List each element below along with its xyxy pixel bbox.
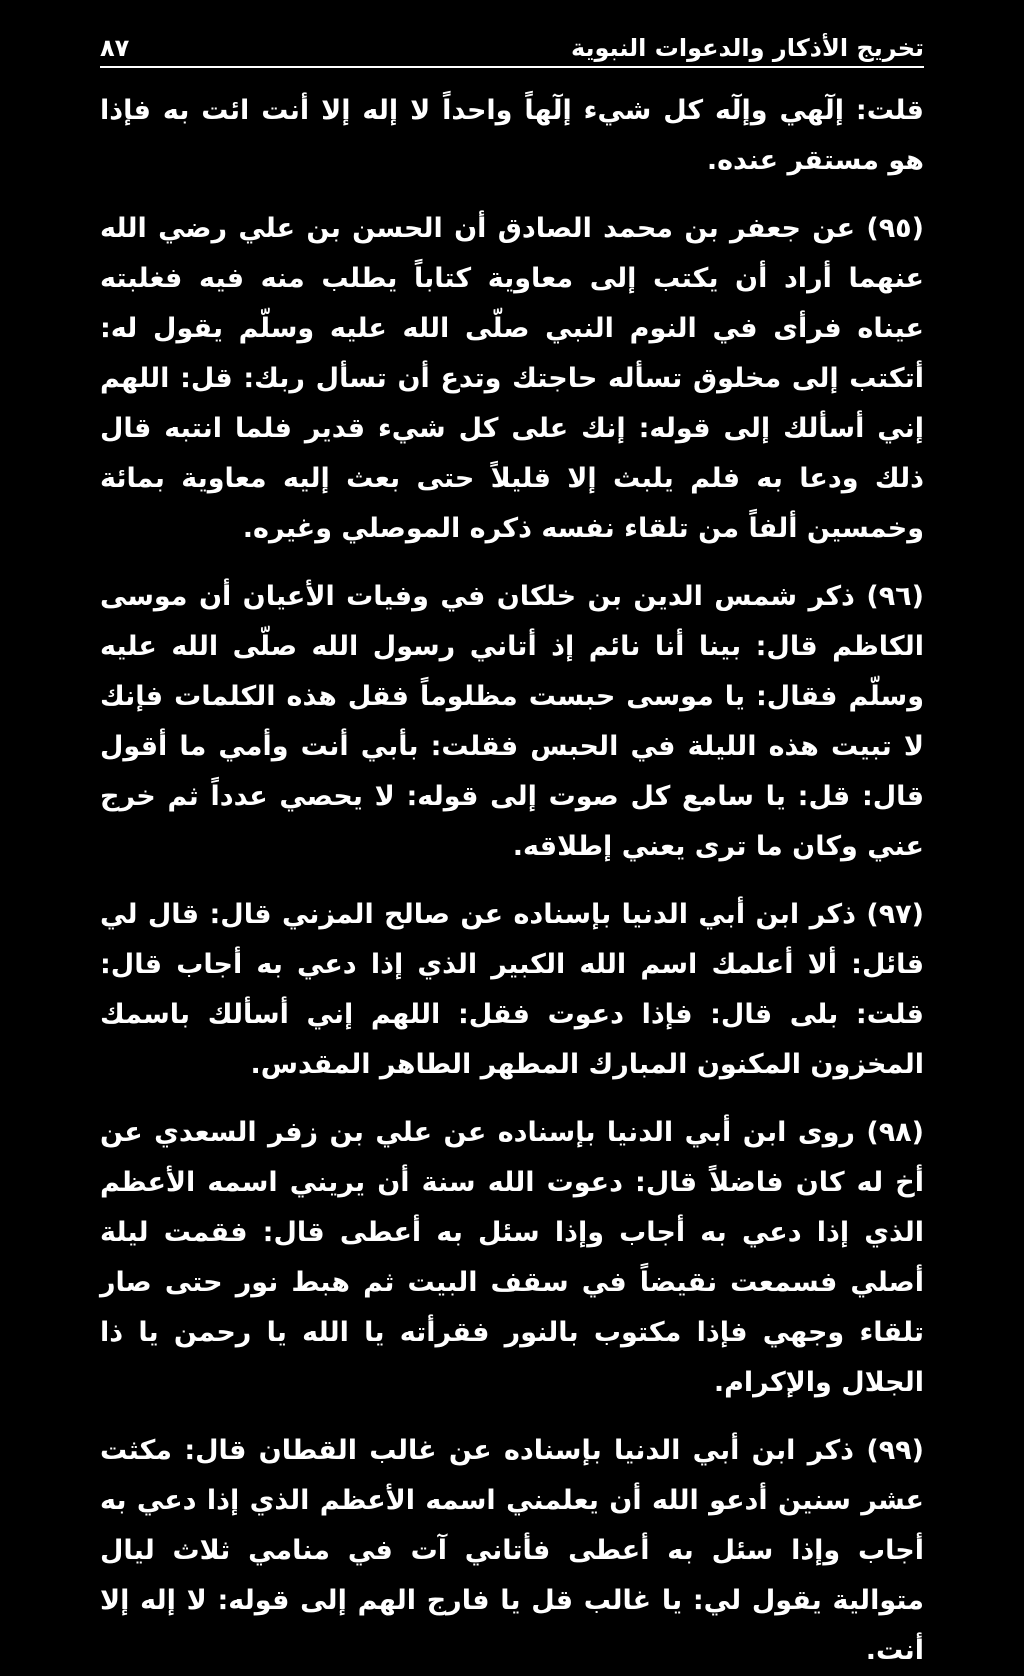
paragraph-95: (٩٥) عن جعفر بن محمد الصادق أن الحسن بن علي رضي الله عنهما أراد أن يكتب إلى معاوية كتاباً يطلب منه فيه فغلبته عيناه فرأى في النوم النبي صلّى الله عليه وسلّم يقول له: أتكتب إلى مخلوق تسأله حاجتك وتدع أن تسأل ربك: قل: اللهم إني أسألك إلى قوله: إنك على كل شيء قدير فلما انتبه قال ذلك ودعا به فلم يلبث إلا قليلاً حتى بعث إليه معاوية بمائة وخمسين ألفاً من تلقاء نفسه ذكره الموصلي وغيره. — [100, 213, 924, 544]
page-number: ٨٧ — [100, 34, 130, 62]
running-header — [100, 18, 924, 62]
paragraph-97: (٩٧) ذكر ابن أبي الدنيا بإسناده عن صالح المزني قال: قال لي قائل: ألا أعلمك اسم الله الكبير الذي إذا دعي به أجاب قال: قلت: بلى قال: فإذا دعوت فقل: اللهم إني أسألك باسمك المخزون المكنون المبارك المطهر الطاهر المقدس. — [100, 899, 924, 1080]
paragraph-98: (٩٨) روى ابن أبي الدنيا بإسناده عن علي بن زفر السعدي عن أخ له كان فاضلاً قال: دعوت الله سنة أن يريني اسمه الأعظم الذي إذا دعي به أجاب وإذا سئل به أعطى قال: فقمت ليلة أصلي فسمعت نقيضاً في سقف البيت ثم هبط نور حتى صار تلقاء وجهي فإذا مكتوب بالنور فقرأته يا الله يا رحمن يا ذا الجلال والإكرام. — [100, 1117, 924, 1398]
header-title: تخريج الأذكار والدعوات النبوية — [570, 34, 924, 62]
header-divider — [100, 66, 924, 68]
page-body — [100, 86, 924, 1676]
paragraph-96: (٩٦) ذكر شمس الدين بن خلكان في وفيات الأعيان أن موسى الكاظم قال: بينا أنا نائم إذ أتاني رسول الله صلّى الله عليه وسلّم فقال: يا موسى حبست مظلوماً فقل هذه الكلمات فإنك لا تبيت هذه الليلة في الحبس فقلت: بأبي أنت وأمي ما أقول قال: قل: يا سامع كل صوت إلى قوله: لا يحصي عدداً ثم خرج عني وكان ما ترى يعني إطلاقه. — [100, 581, 924, 862]
paragraph-intro: قلت: إلٓهي وإلٓه كل شيء إلٓهاً واحداً لا إله إلا أنت ائت به فإذا هو مستقر عنده. — [100, 95, 924, 176]
paragraph-99: (٩٩) ذكر ابن أبي الدنيا بإسناده عن غالب القطان قال: مكثت عشر سنين أدعو الله أن يعلمني اسمه الأعظم الذي إذا دعي به أجاب وإذا سئل به أعطى فأتاني آت في منامي ثلاث ليال متوالية يقول لي: يا غالب قل يا فارج الهم إلى قوله: لا إله إلا أنت. — [100, 1435, 924, 1666]
